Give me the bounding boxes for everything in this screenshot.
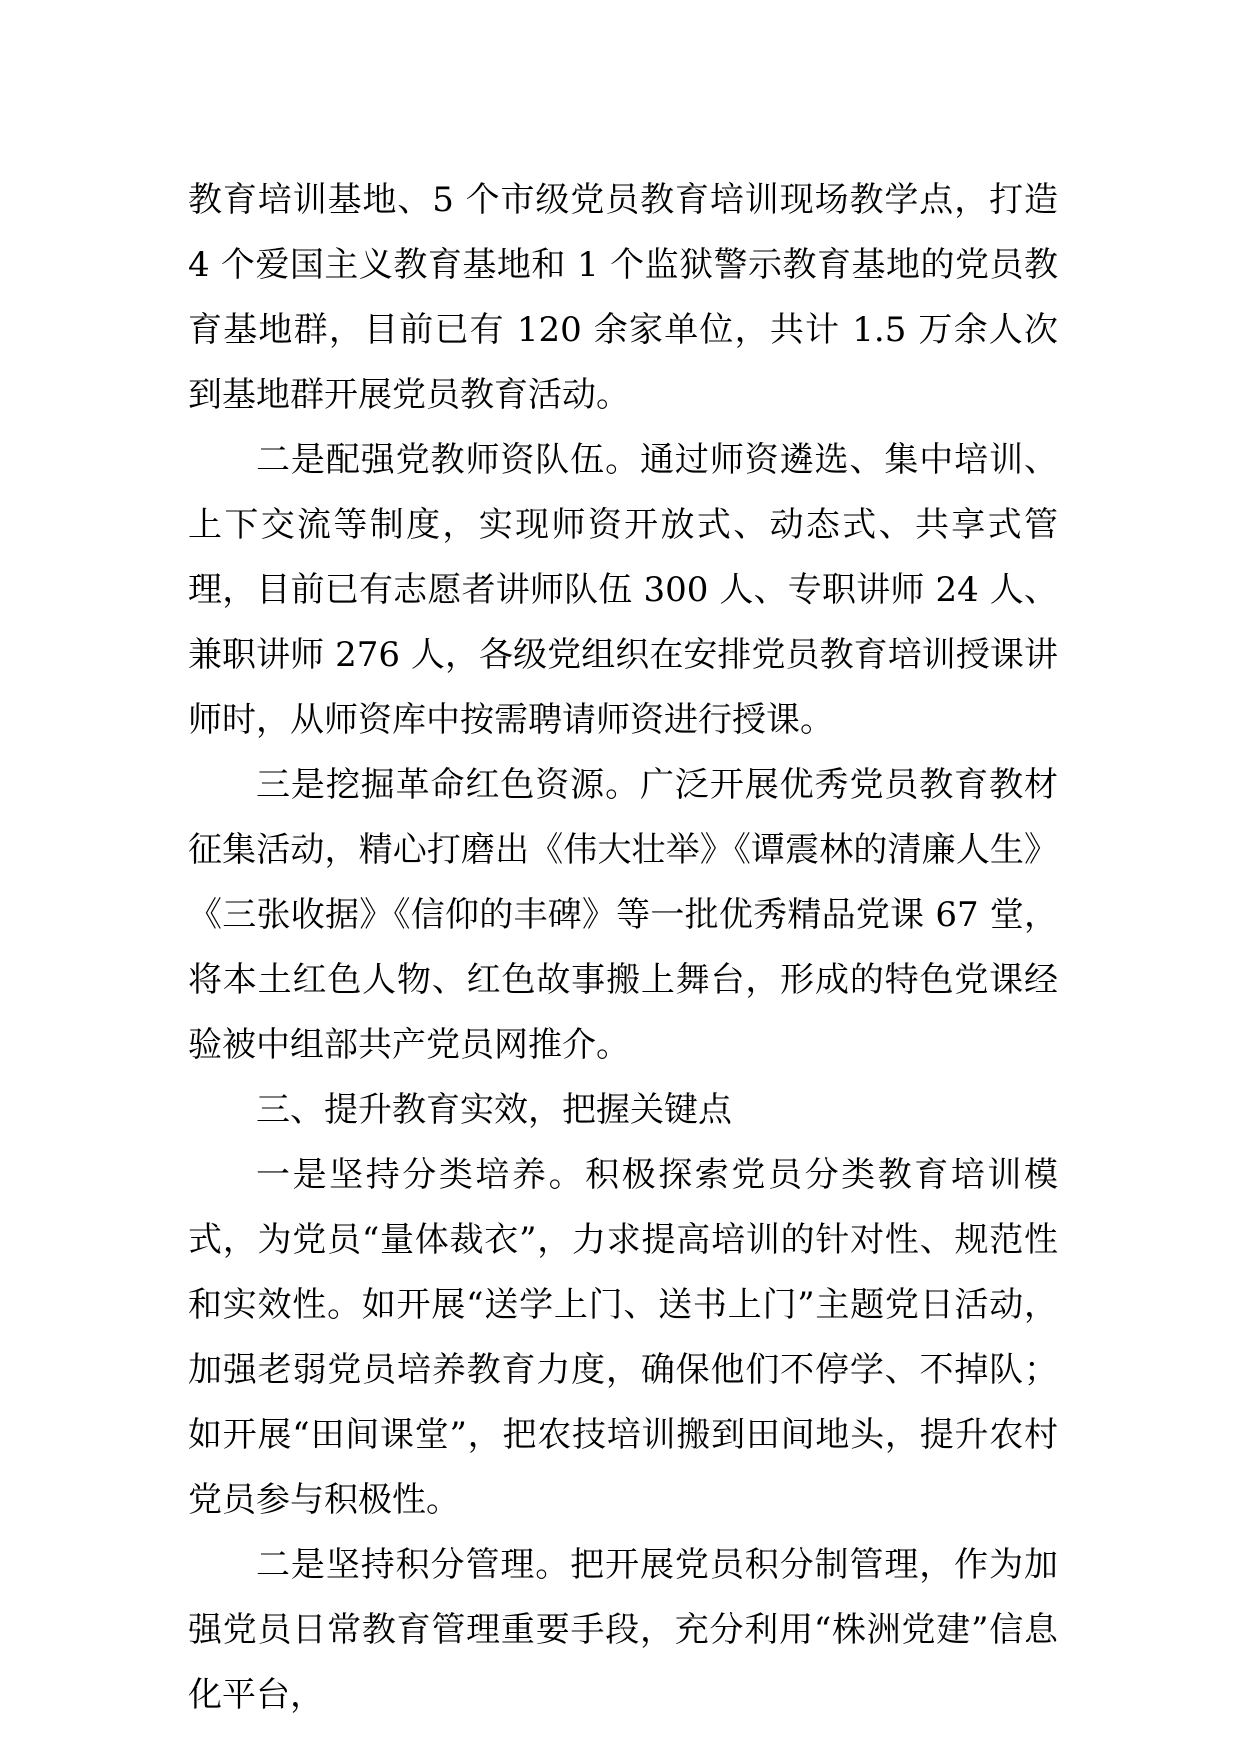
paragraph-classified-training: 一是坚持分类培养。积极探索党员分类教育培训模式，为党员“量体裁衣”，力求提高培训的针对性、规范性和实效性。如开展“送学上门、送书上门”主题党日活动，加强老弱党员培养教育力度，确保他们不停学、不掉队；如开展“田间课堂”，把农技培训搬到田间地头，提升农村党员参与积极性。 <box>188 1155 1058 1520</box>
paragraph-continued-base-intro: 教育培训基地、5 个市级党员教育培训现场教学点，打造 4 个爱国主义教育基地和 1 个监狱警示教育基地的党员教育基地群，目前已有 120 余家单位，共计 1.5 万余人次到基地群开展党员教育活动。 <box>188 180 1058 415</box>
paragraph-points-management: 二是坚持积分管理。把开展党员积分制管理，作为加强党员日常教育管理重要手段，充分利用“株洲党建”信息化平台， <box>188 1545 1058 1715</box>
paragraph-red-resources: 三是挖掘革命红色资源。广泛开展优秀党员教育教材征集活动，精心打磨出《伟大壮举》《谭震林的清廉人生》《三张收据》《信仰的丰碑》等一批优秀精品党课 67 堂，将本土红色人物、红色故事搬上舞台，形成的特色党课经验被中组部共产党员网推介。 <box>188 765 1058 1065</box>
paragraph-teacher-team: 二是配强党教师资队伍。通过师资遴选、集中培训、上下交流等制度，实现师资开放式、动态式、共享式管理，目前已有志愿者讲师队伍 300 人、专职讲师 24 人、兼职讲师 276 人，各级党组织在安排党员教育培训授课讲师时，从师资库中按需聘请师资进行授课。 <box>188 440 1058 740</box>
section-heading-3: 三、提升教育实效，把握关键点 <box>256 1090 732 1130</box>
document-body <box>188 168 1058 1728</box>
